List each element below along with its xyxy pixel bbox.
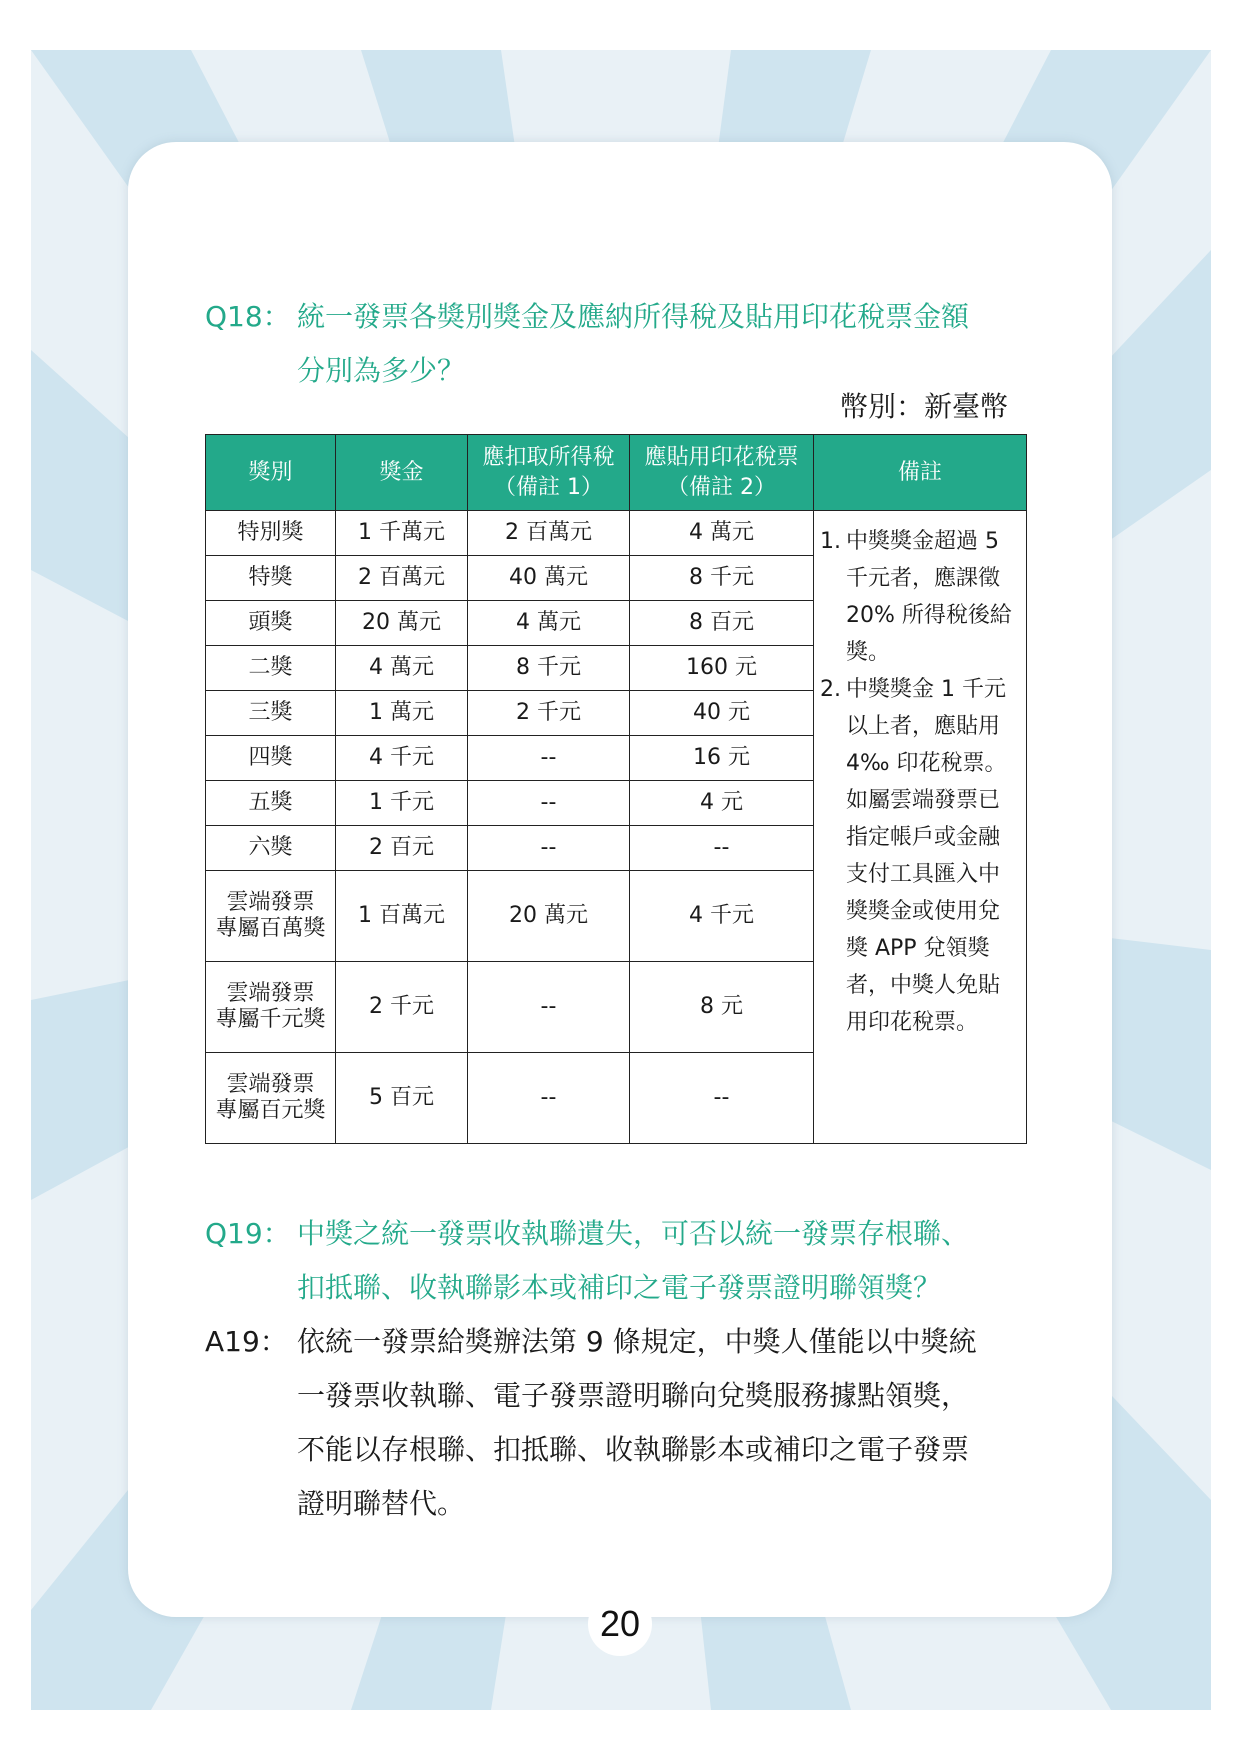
header-prize-amount: 獎金 — [336, 435, 468, 511]
prize-type-line: 雲端發票 — [226, 981, 315, 1006]
prize-amount: 2 百萬元 — [336, 556, 468, 601]
table-header-row — [206, 435, 1027, 511]
stamp-tax: 4 千元 — [630, 871, 814, 962]
header-stamp-tax-label: 應貼用印花稅票 — [644, 444, 799, 470]
stamp-tax: 8 千元 — [630, 556, 814, 601]
prize-amount: 4 千元 — [336, 736, 468, 781]
question-text-line: 分別為多少？ — [297, 354, 466, 387]
prize-type — [206, 871, 336, 962]
prize-type-line: 專屬千元獎 — [215, 1007, 326, 1032]
prize-type: 二獎 — [206, 646, 336, 691]
remark-item — [820, 671, 1020, 1041]
prize-amount: 20 萬元 — [336, 601, 468, 646]
answer-text-line: 不能以存根聯、扣抵聯、收執聯影本或補印之電子發票 — [297, 1433, 970, 1466]
answer-label: A19： — [205, 1325, 288, 1358]
income-tax: -- — [468, 826, 630, 871]
prize-amount: 1 萬元 — [336, 691, 468, 736]
stamp-tax: 4 萬元 — [630, 511, 814, 556]
income-tax: 4 萬元 — [468, 601, 630, 646]
income-tax: 40 萬元 — [468, 556, 630, 601]
table-row — [206, 511, 1027, 556]
header-income-tax — [468, 435, 630, 511]
question-text-line: 統一發票各獎別獎金及應納所得稅及貼用印花稅票金額 — [297, 300, 970, 333]
question-text-line: 中獎之統一發票收執聯遺失，可否以統一發票存根聯、 — [297, 1217, 970, 1250]
prize-amount: 1 千元 — [336, 781, 468, 826]
income-tax: -- — [468, 736, 630, 781]
remark-text: 中獎獎金超過 5 千元者，應課徵 20% 所得稅後給獎。 — [846, 529, 1012, 665]
income-tax: -- — [468, 1053, 630, 1144]
prize-amount: 5 百元 — [336, 1053, 468, 1144]
answer-text-line: 證明聯替代。 — [297, 1487, 466, 1520]
prize-amount: 1 千萬元 — [336, 511, 468, 556]
stamp-tax: -- — [630, 826, 814, 871]
prize-type: 特獎 — [206, 556, 336, 601]
prize-type: 五獎 — [206, 781, 336, 826]
income-tax: 20 萬元 — [468, 871, 630, 962]
stamp-tax: 8 元 — [630, 962, 814, 1053]
prize-amount: 1 百萬元 — [336, 871, 468, 962]
prize-type-line: 雲端發票 — [226, 1072, 315, 1097]
question-label: Q19： — [205, 1217, 291, 1250]
header-income-tax-label: 應扣取所得稅 — [482, 444, 615, 470]
stamp-tax: 160 元 — [630, 646, 814, 691]
prize-table — [205, 434, 1027, 1144]
income-tax: 8 千元 — [468, 646, 630, 691]
prize-type-line: 專屬百元獎 — [215, 1098, 326, 1123]
income-tax: -- — [468, 962, 630, 1053]
header-stamp-tax — [630, 435, 814, 511]
prize-type-line: 雲端發票 — [226, 890, 315, 915]
remarks-cell — [814, 511, 1027, 1144]
question-text-line: 扣抵聯、收執聯影本或補印之電子發票證明聯領獎？ — [297, 1271, 942, 1304]
stamp-tax: 16 元 — [630, 736, 814, 781]
remark-number: 1. — [820, 529, 841, 554]
prize-amount: 2 千元 — [336, 962, 468, 1053]
answer-text-line: 一發票收執聯、電子發票證明聯向兌獎服務據點領獎， — [297, 1379, 970, 1412]
stamp-tax: -- — [630, 1053, 814, 1144]
prize-type — [206, 962, 336, 1053]
header-remarks: 備註 — [814, 435, 1027, 511]
page-number: 20 — [588, 1592, 652, 1656]
prize-type — [206, 1053, 336, 1144]
header-stamp-tax-note: （備註 2） — [667, 474, 776, 500]
prize-amount: 4 萬元 — [336, 646, 468, 691]
remark-text: 中獎獎金 1 千元以上者，應貼用 4‰ 印花稅票。如屬雲端發票已指定帳戶或金融支付工具匯入中獎獎金或使用兌獎 APP 兌領獎者，中獎人免貼用印花稅票。 — [846, 677, 1007, 1035]
header-prize-type: 獎別 — [206, 435, 336, 511]
stamp-tax: 8 百元 — [630, 601, 814, 646]
answer-text-line: 依統一發票給獎辦法第 9 條規定，中獎人僅能以中獎統 — [297, 1325, 977, 1358]
prize-type-line: 專屬百萬獎 — [215, 916, 326, 941]
prize-type: 六獎 — [206, 826, 336, 871]
remark-item — [820, 523, 1020, 671]
prize-type: 頭獎 — [206, 601, 336, 646]
stamp-tax: 4 元 — [630, 781, 814, 826]
question-label: Q18： — [205, 300, 291, 333]
prize-type: 特別獎 — [206, 511, 336, 556]
remark-number: 2. — [820, 677, 841, 702]
header-income-tax-note: （備註 1） — [494, 474, 603, 500]
stamp-tax: 40 元 — [630, 691, 814, 736]
currency-note: 幣別：新臺幣 — [840, 390, 1009, 423]
prize-type: 三獎 — [206, 691, 336, 736]
prize-amount: 2 百元 — [336, 826, 468, 871]
income-tax: -- — [468, 781, 630, 826]
prize-type: 四獎 — [206, 736, 336, 781]
income-tax: 2 千元 — [468, 691, 630, 736]
income-tax: 2 百萬元 — [468, 511, 630, 556]
